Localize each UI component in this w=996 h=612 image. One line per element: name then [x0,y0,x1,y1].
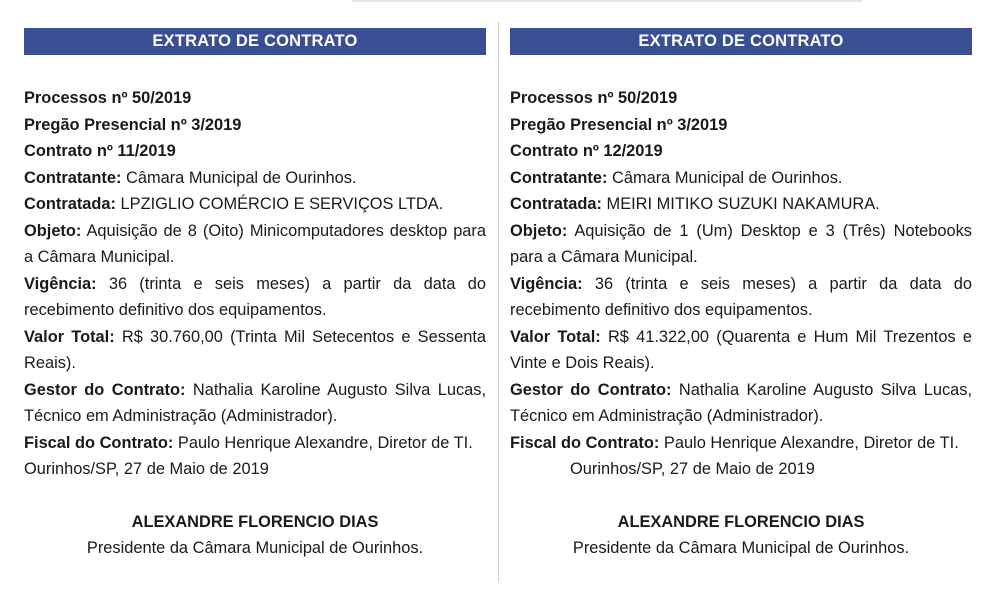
contratada-label: Contratada: [24,195,116,213]
date-line: Ourinhos/SP, 27 de Maio de 2019 [570,460,815,478]
valor-value: R$ 30.760,00 (Trinta Mil Setecentos e Sessenta Reais). [24,327,486,372]
signatory-name: ALEXANDRE FLORENCIO DIAS [617,512,865,531]
objeto-line [24,218,486,271]
contrato-line: Contrato nº 12/2019 [510,142,663,160]
contratante-label: Contratante: [24,168,122,187]
contratante-value: Câmara Municipal de Ourinhos. [607,168,843,187]
contratada-label: Contratada: [510,195,602,213]
section-header: EXTRATO DE CONTRATO [24,28,486,55]
fiscal-line [24,430,486,457]
objeto-label: Objeto: [510,221,568,240]
contract-extract-right [510,28,972,561]
objeto-value: Aquisição de 8 (Oito) Minicomputadores desktop para a Câmara Municipal. [24,221,486,266]
contract-body [24,85,486,483]
valor-line [24,324,486,377]
section-header: EXTRATO DE CONTRATO [510,28,972,55]
processos-line: Processos nº 50/2019 [510,89,678,107]
vigencia-line [510,271,972,324]
valor-line [510,324,972,377]
gestor-label: Gestor do Contrato: [510,380,672,399]
contratada-value: LPZIGLIO COMÉRCIO E SERVIÇOS LTDA. [115,195,444,213]
top-rule [352,0,862,2]
date-line: Ourinhos/SP, 27 de Maio de 2019 [24,460,269,478]
contratante-label: Contratante: [510,168,608,187]
contract-extract-left [24,28,486,561]
fiscal-label: Fiscal do Contrato: [510,433,660,452]
contratante-line [24,165,486,192]
contratada-value: MEIRI MITIKO SUZUKI NAKAMURA. [601,195,880,213]
processos-line: Processos nº 50/2019 [24,89,192,107]
fiscal-value: Paulo Henrique Alexandre, Diretor de TI. [173,433,473,452]
gestor-value: Nathalia Karoline Augusto Silva Lucas, Técnico em Administração (Administrador). [24,380,487,425]
contratante-line [510,165,972,192]
contrato-line: Contrato nº 11/2019 [24,142,176,160]
signatory-role: Presidente da Câmara Municipal de Ourinhos. [86,538,424,557]
valor-value: R$ 41.322,00 (Quarenta e Hum Mil Trezentos e Vinte e Dois Reais). [510,327,972,372]
fiscal-line [510,430,972,457]
contratada-line [24,191,486,218]
valor-label: Valor Total: [510,327,601,346]
signatory-role: Presidente da Câmara Municipal de Ourinhos. [572,538,910,557]
objeto-label: Objeto: [24,221,82,240]
pregao-line: Pregão Presencial nº 3/2019 [24,115,242,134]
contratante-value: Câmara Municipal de Ourinhos. [121,168,357,187]
vigencia-label: Vigência: [24,274,97,293]
objeto-value: Aquisição de 1 (Um) Desktop e 3 (Três) Notebooks para a Câmara Municipal. [510,221,972,266]
gestor-value: Nathalia Karoline Augusto Silva Lucas, Técnico em Administração (Administrador). [510,380,973,425]
vigencia-label: Vigência: [510,274,583,293]
contratada-line [510,191,972,218]
vigencia-line [24,271,486,324]
fiscal-value: Paulo Henrique Alexandre, Diretor de TI. [659,433,959,452]
gestor-line [510,377,972,430]
pregao-line: Pregão Presencial nº 3/2019 [510,115,728,134]
valor-label: Valor Total: [24,327,115,346]
contract-body [510,85,972,483]
gestor-line [24,377,486,430]
column-divider [498,22,499,582]
fiscal-label: Fiscal do Contrato: [24,433,174,452]
signatory-name: ALEXANDRE FLORENCIO DIAS [131,512,379,531]
gestor-label: Gestor do Contrato: [24,380,186,399]
vigencia-value: 36 (trinta e seis meses) a partir da data do recebimento definitivo dos equipamentos. [24,274,486,319]
objeto-line [510,218,972,271]
vigencia-value: 36 (trinta e seis meses) a partir da data do recebimento definitivo dos equipamentos. [510,274,972,319]
